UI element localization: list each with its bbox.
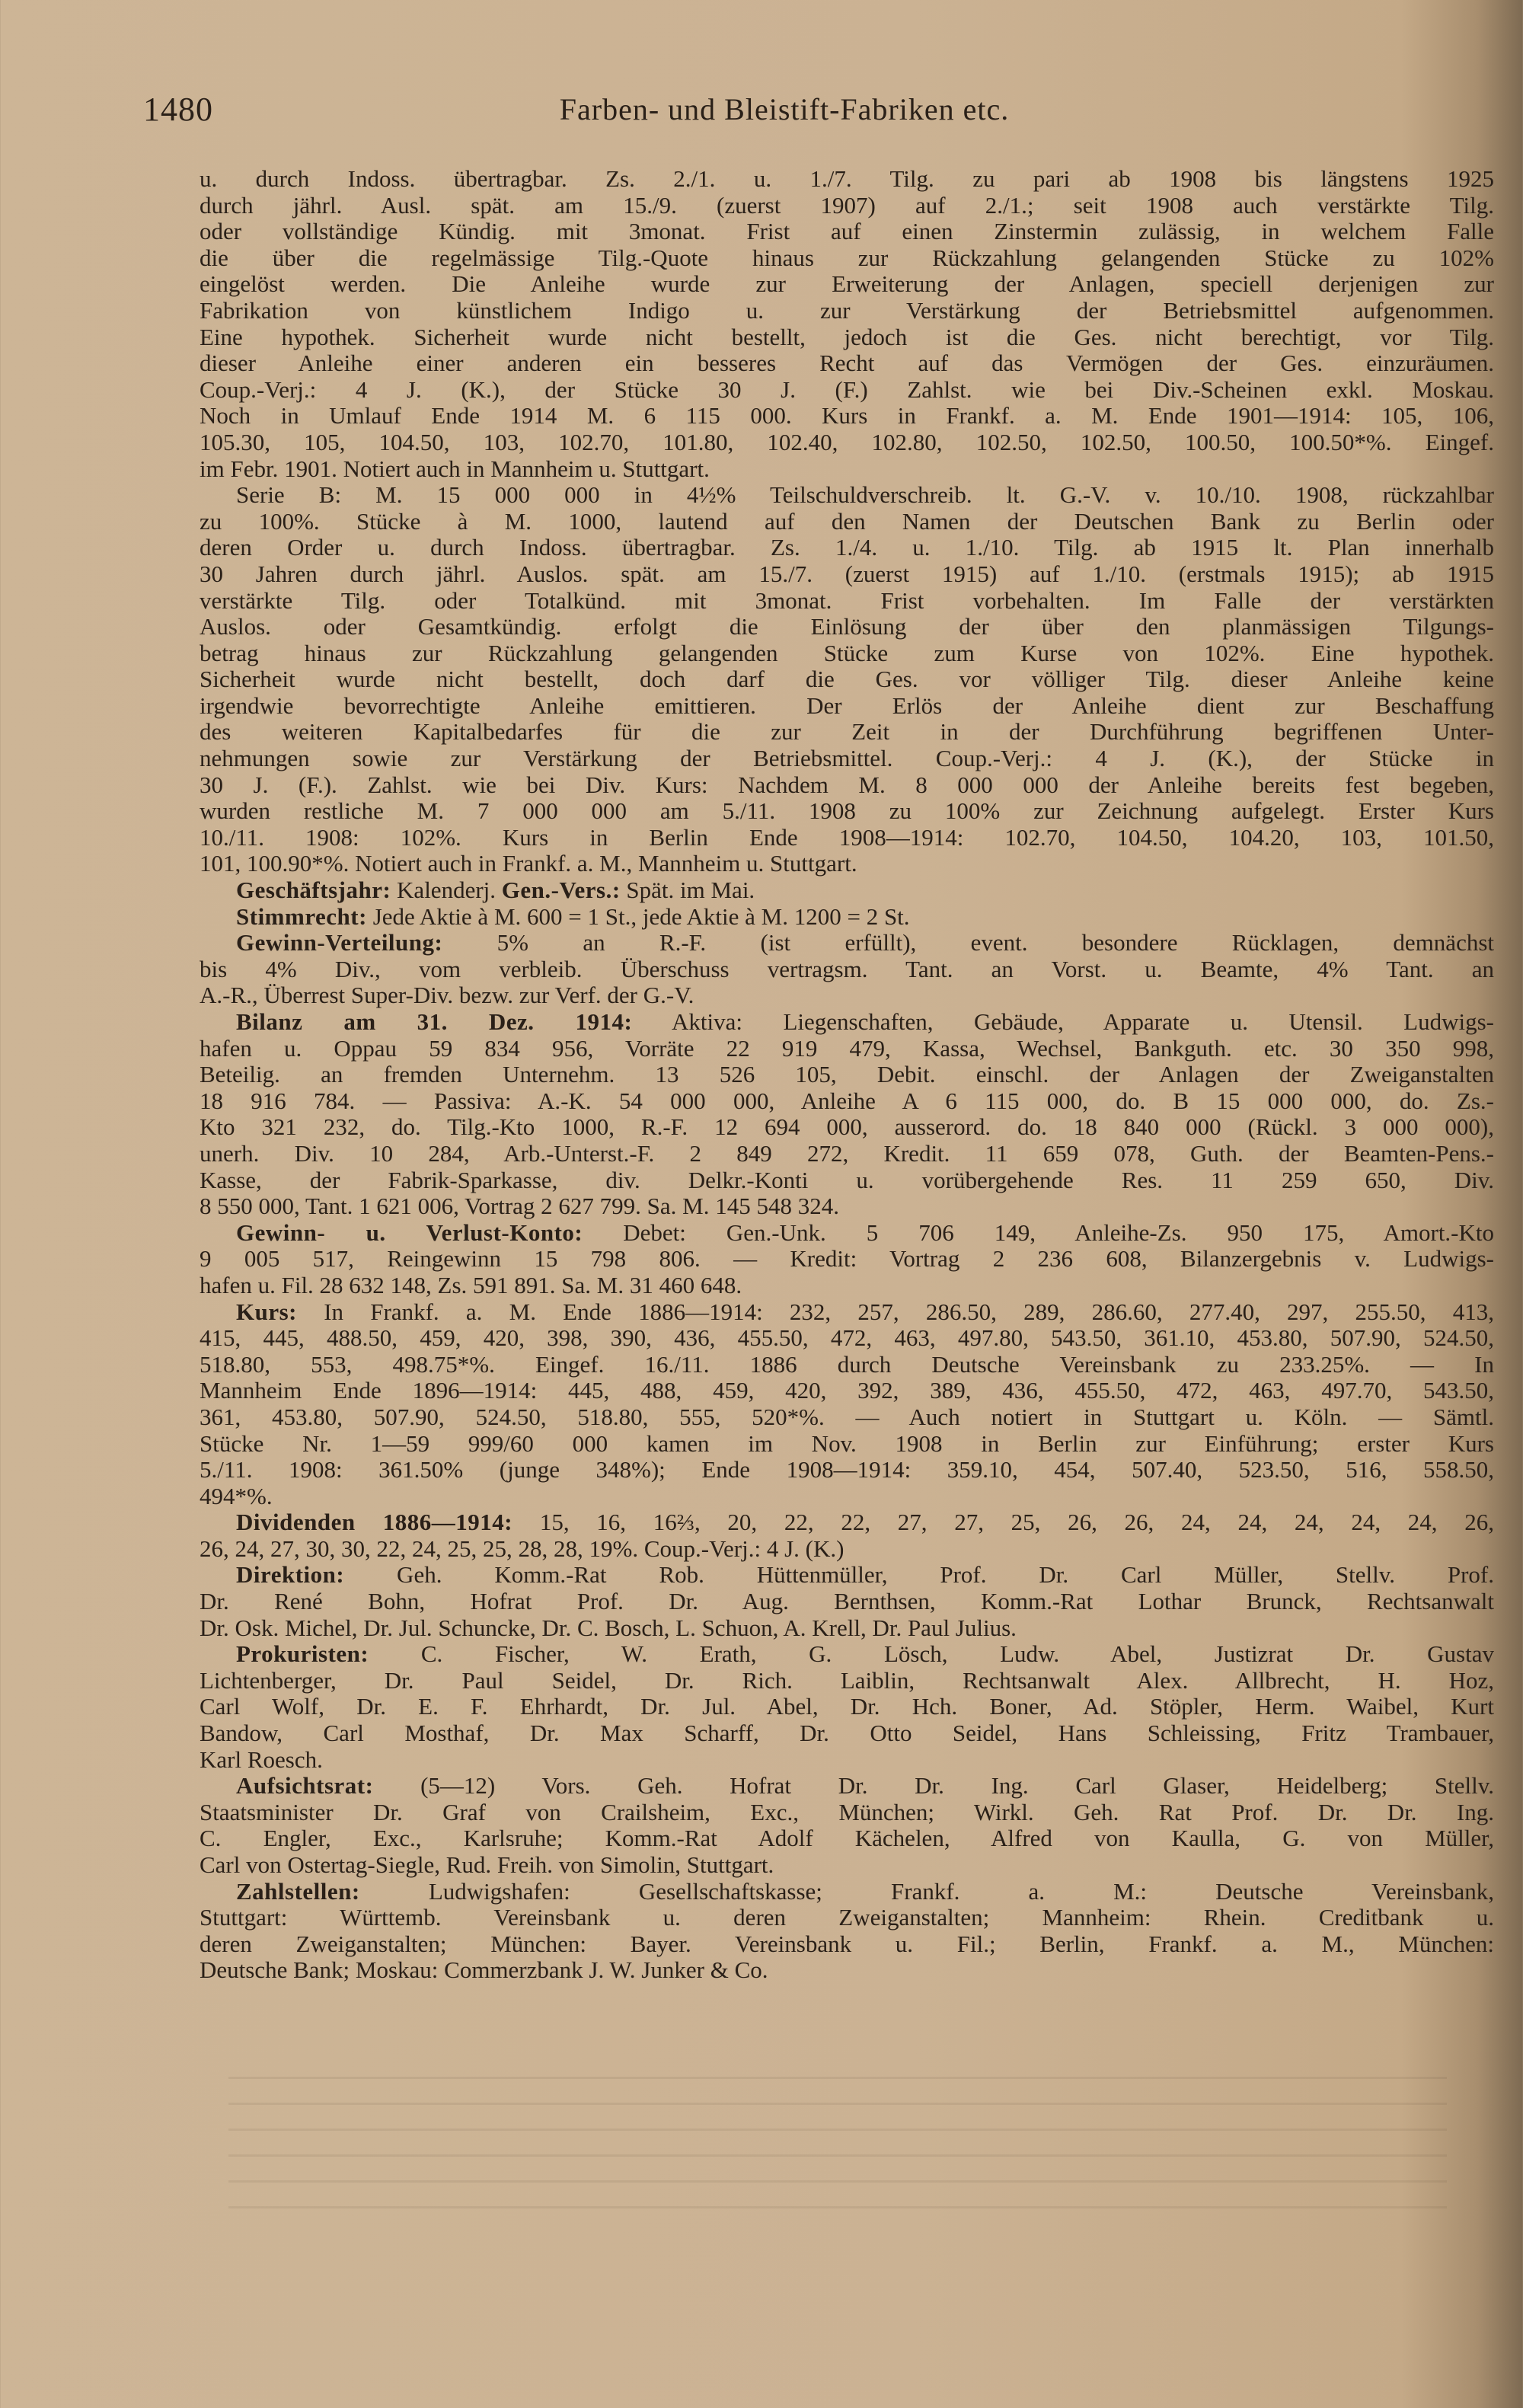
line-text: wurden restliche M. 7 000 000 am 5./11. 1908 zu 100% zur Zeichnung aufgelegt. Erster Kurs [200,797,1494,825]
line-text: C. Fischer, W. Erath, G. Lösch, Ludw. Abel, Justizrat Dr. Gustav [369,1640,1494,1668]
line-text: Deutsche Bank; Moskau: Commerzbank J. W. Junker & Co. [200,1956,768,1984]
text-line [200,719,1494,746]
text-line [200,1800,1494,1826]
text-line [200,1641,1494,1668]
line-text: nehmungen sowie zur Verstärkung der Betriebsmittel. Coup.-Verj.: 4 J. (K.), der Stücke in [200,745,1494,772]
line-text: Bandow, Carl Mosthaf, Dr. Max Scharff, Dr. Otto Seidel, Hans Schleissing, Fritz Trambauer, [200,1720,1494,1747]
section-heading: Gewinn- u. Verlust-Konto: [236,1218,583,1246]
line-text: Sicherheit wurde nicht bestellt, doch darf die Ges. vor völliger Tilg. dieser Anleihe keine [200,666,1494,693]
text-line [200,1694,1494,1720]
text-line [200,535,1494,561]
text-line [200,930,1494,956]
text-line [200,1352,1494,1378]
text-line [200,1905,1494,1931]
line-text: hafen u. Oppau 59 834 956, Vorräte 22 919 479, Kassa, Wechsel, Bankguth. etc. 30 350 998, [200,1034,1494,1062]
section-heading: Prokuristen: [236,1640,369,1668]
text-line [200,1615,1494,1642]
line-text: betrag hinaus zur Rückzahlung gelangenden Stücke zum Kurse von 102%. Eine hypothek. [200,639,1494,666]
line-text: (5—12) Vors. Geh. Hofrat Dr. Dr. Ing. Carl Glaser, Heidelberg; Stellv. [373,1772,1494,1800]
section-heading: Zahlstellen: [236,1877,360,1905]
text-line [200,1536,1494,1563]
line-text: Staatsminister Dr. Graf von Crailsheim, Exc., München; Wirkl. Geh. Rat Prof. Dr. Dr. Ing. [200,1798,1494,1825]
text-line [200,1325,1494,1352]
text-line [200,798,1494,825]
line-text: 26, 24, 27, 30, 30, 22, 24, 25, 25, 28, 28, 19%. Coup.-Verj.: 4 J. (K.) [200,1535,845,1562]
line-text: zu 100%. Stücke à M. 1000, lautend auf den Namen der Deutschen Bank zu Berlin oder [200,507,1494,535]
line-text: 361, 453.80, 507.90, 524.50, 518.80, 555, 520*%. — Auch notiert in Stuttgart u. Köln. — Sämtl. [200,1403,1494,1430]
line-text: 15, 16, 16⅔, 20, 22, 22, 27, 27, 25, 26, 26, 24, 24, 24, 24, 24, 26, [512,1509,1495,1536]
text-line [200,1114,1494,1141]
line-text: Debet: Gen.-Unk. 5 706 149, Anleihe-Zs. 950 175, Amort.-Kto [583,1218,1495,1246]
text-line [200,430,1494,456]
line-text: 9 005 517, Reingewinn 15 798 806. — Kredit: Vortrag 2 236 608, Bilanzergebnis v. Ludwigs- [200,1245,1494,1273]
line-text: 30 Jahren durch jährl. Auslos. spät. am 15./7. (zuerst 1915) auf 1./10. (erstmals 1915); ab 1915 [200,560,1494,587]
text-line [200,456,1494,483]
line-text: C. Engler, Exc., Karlsruhe; Komm.-Rat Adolf Kächelen, Alfred von Kaulla, G. von Müller, [200,1825,1494,1852]
line-text: 30 J. (F.). Zahlst. wie bei Div. Kurs: Nachdem M. 8 000 000 der Anleihe bereits fest begeben, [200,771,1494,798]
page-number: 1480 [143,91,213,128]
text-line [200,1747,1494,1774]
line-text: 518.80, 553, 498.75*%. Eingef. 16./11. 1886 durch Deutsche Vereinsbank zu 233.25%. — In [200,1350,1494,1378]
text-line [200,904,1494,931]
text-line [200,509,1494,535]
text-line [200,1668,1494,1694]
line-text: 101, 100.90*%. Notiert auch in Frankf. a. M., Mannheim u. Stuttgart. [200,850,857,877]
line-text: Kalenderj. [391,877,502,904]
text-line [200,219,1494,245]
text-line [200,1483,1494,1510]
line-text: Stuttgart: Württemb. Vereinsbank u. deren Zweiganstalten; Mannheim: Rhein. Creditbank u. [200,1904,1494,1931]
text-line [200,693,1494,720]
text-line [200,1167,1494,1194]
line-text: Carl Wolf, Dr. E. F. Ehrhardt, Dr. Jul. Abel, Dr. Hch. Boner, Ad. Stöpler, Herm. Waibel, Kurt [200,1693,1494,1720]
text-line [200,1378,1494,1404]
text-line [200,166,1494,193]
line-text: Spät. im Mai. [620,877,755,904]
text-line [200,1431,1494,1458]
text-line [200,1931,1494,1958]
line-text: Auslos. oder Gesamtkündig. erfolgt die Einlösung der über den planmässigen Tilgungs- [200,613,1494,640]
line-text: Coup.-Verj.: 4 J. (K.), der Stücke 30 J. (F.) Zahlst. wie bei Div.-Scheinen exkl. Moskau. [200,375,1494,403]
text-line [200,1220,1494,1247]
line-text: dieser Anleihe einer anderen ein besseres Recht auf das Vermögen der Ges. einzuräumen. [200,350,1494,377]
text-line [200,1562,1494,1589]
line-text: im Febr. 1901. Notiert auch in Mannheim u. Stuttgart. [200,455,710,482]
text-line [200,1825,1494,1852]
section-heading: Bilanz am 31. Dez. 1914: [236,1008,633,1035]
line-text: Jede Aktie à M. 600 = 1 St., jede Aktie à M. 1200 = 2 St. [366,902,910,930]
line-text: eingelöst werden. Die Anleihe wurde zur Erweiterung der Anlagen, speciell derjenigen zur [200,270,1494,298]
line-text: Kto 321 232, do. Tilg.-Kto 1000, R.-F. 12 694 000, ausserord. do. 18 840 000 (Rückl. 3 000 000), [200,1113,1494,1141]
text-line [200,1141,1494,1167]
line-text: deren Order u. durch Indoss. übertragbar. Zs. 1./4. u. 1./10. Tilg. ab 1915 lt. Plan innerhalb [200,534,1494,561]
text-line [200,1193,1494,1220]
line-text: 494*%. [200,1482,273,1509]
text-line [200,561,1494,588]
text-line [200,1773,1494,1800]
line-text: durch jährl. Ausl. spät. am 15./9. (zuerst 1907) auf 2./1.; seit 1908 auch verstärkte Tilg. [200,191,1494,219]
text-line [200,193,1494,219]
line-text: Kasse, der Fabrik-Sparkasse, div. Delkr.-Konti u. vorübergehende Res. 11 259 650, Div. [200,1166,1494,1193]
line-text: 10./11. 1908: 102%. Kurs in Berlin Ende 1908—1914: 102.70, 104.50, 104.20, 103, 101.50, [200,823,1494,851]
section-heading: Geschäftsjahr: [236,877,391,904]
text-line [200,851,1494,877]
text-line [200,1088,1494,1115]
text-line [200,1299,1494,1326]
text-line [200,1879,1494,1905]
text-line [200,588,1494,615]
line-text: oder vollständige Kündig. mit 3monat. Frist auf einen Zinstermin zulässig, in welchem Falle [200,218,1494,245]
line-text: die über die regelmässige Tilg.-Quote hinaus zur Rückzahlung gelangenden Stücke zu 102% [200,244,1494,271]
text-line [200,1720,1494,1747]
line-text: bis 4% Div., vom verbleib. Überschuss vertragsm. Tant. an Vorst. u. Beamte, 4% Tant. an [200,955,1494,982]
line-text: 5./11. 1908: 361.50% (junge 348%); Ende 1908—1914: 359.10, 454, 507.40, 523.50, 516, 558.50, [200,1456,1494,1483]
text-line [200,746,1494,772]
line-text: hafen u. Fil. 28 632 148, Zs. 591 891. Sa. M. 31 460 648. [200,1271,742,1298]
line-text: Aktiva: Liegenschaften, Gebäude, Apparate u. Utensil. Ludwigs- [632,1008,1494,1035]
section-heading: Gewinn-Verteilung: [236,929,443,956]
line-text: 8 550 000, Tant. 1 621 006, Vortrag 2 627 799. Sa. M. 145 548 324. [200,1193,839,1220]
line-text: Noch in Umlauf Ende 1914 M. 6 115 000. Kurs in Frankf. a. M. Ende 1901—1914: 105, 106, [200,402,1494,430]
line-text: verstärkte Tilg. oder Totalkünd. mit 3monat. Frist vorbehalten. Im Falle der verstärkten [200,586,1494,614]
line-text: Ludwigshafen: Gesellschaftskasse; Frankf. a. M.: Deutsche Vereinsbank, [359,1877,1494,1905]
text-line [200,956,1494,983]
text-line [200,403,1494,430]
line-text: A.-R., Überrest Super-Div. bezw. zur Verf. der G.-V. [200,982,694,1009]
bleed-through-shadow [228,2056,1447,2208]
line-text: 18 916 784. — Passiva: A.-K. 54 000 000, Anleihe A 6 115 000, do. B 15 000 000, do. Zs.- [200,1087,1494,1114]
text-line [200,1852,1494,1879]
text-line [200,1009,1494,1036]
line-text: Dr. René Bohn, Hofrat Prof. Dr. Aug. Bernthsen, Komm.-Rat Lothar Brunck, Rechtsanwalt [200,1588,1494,1615]
body-text [200,166,1494,1984]
text-line [200,271,1494,298]
text-line [200,1509,1494,1536]
text-line [200,1036,1494,1062]
section-heading: Kurs: [236,1298,297,1325]
text-line [200,245,1494,272]
running-title: Farben- und Bleistift-Fabriken etc. [559,92,1010,126]
line-text: Eine hypothek. Sicherheit wurde nicht bestellt, jedoch ist die Ges. nicht berechtigt, vor Tilg. [200,323,1494,350]
text-line [200,825,1494,851]
line-text: Stücke Nr. 1—59 999/60 000 kamen im Nov. 1908 in Berlin zur Einführung; erster Kurs [200,1429,1494,1457]
section-heading: Stimmrecht: [236,902,367,930]
text-line [200,298,1494,324]
text-line [200,666,1494,693]
text-line [200,640,1494,667]
text-line [200,877,1494,904]
text-line [200,772,1494,799]
section-heading: Dividenden 1886—1914: [236,1509,513,1536]
line-text: Fabrikation von künstlichem Indigo u. zur Verstärkung der Betriebsmittel aufgenommen. [200,296,1494,324]
section-heading: Gen.-Vers.: [501,877,621,904]
text-line [200,377,1494,404]
line-text: 5% an R.-F. (ist erfüllt), event. besondere Rücklagen, demnächst [442,929,1494,956]
text-line [200,1957,1494,1984]
section-heading: Aufsichtsrat: [236,1772,374,1800]
text-line [200,1062,1494,1088]
text-line [200,324,1494,351]
line-text: 105.30, 105, 104.50, 103, 102.70, 101.80, 102.40, 102.80, 102.50, 102.50, 100.50, 100.50*%. Eingef. [200,428,1494,455]
line-text: 415, 445, 488.50, 459, 420, 398, 390, 436, 455.50, 472, 463, 497.80, 543.50, 361.10, 453.80, 507.90, 524.50, [200,1324,1494,1352]
line-text: Serie B: M. 15 000 000 in 4½% Teilschuldverschreib. lt. G.-V. v. 10./10. 1908, rückzahlbar [236,481,1494,509]
text-line [200,1246,1494,1273]
line-text: Lichtenberger, Dr. Paul Seidel, Dr. Rich. Laiblin, Rechtsanwalt Alex. Allbrecht, H. Hoz, [200,1666,1494,1694]
text-line [200,1273,1494,1299]
text-line [200,350,1494,377]
line-text: irgendwie bevorrechtigte Anleihe emittieren. Der Erlös der Anleihe dient zur Beschaffung [200,691,1494,719]
line-text: u. durch Indoss. übertragbar. Zs. 2./1. u. 1./7. Tilg. zu pari ab 1908 bis längstens 1925 [200,165,1494,192]
text-line [200,614,1494,640]
line-text: In Frankf. a. M. Ende 1886—1914: 232, 257, 286.50, 289, 286.60, 277.40, 297, 255.50, 413, [297,1298,1494,1325]
text-line [200,482,1494,509]
line-text: des weiteren Kapitalbedarfes für die zur Zeit in der Durchführung begriffenen Unter- [200,718,1494,746]
line-text: Dr. Osk. Michel, Dr. Jul. Schuncke, Dr. C. Bosch, L. Schuon, A. Krell, Dr. Paul Julius. [200,1614,1017,1641]
text-line [200,982,1494,1009]
line-text: Karl Roesch. [200,1745,323,1773]
line-text: Mannheim Ende 1896—1914: 445, 488, 459, 420, 392, 389, 436, 455.50, 472, 463, 497.70, 543.50, [200,1377,1494,1404]
text-line [200,1457,1494,1483]
line-text: deren Zweiganstalten; München: Bayer. Vereinsbank u. Fil.; Berlin, Frankf. a. M., München: [200,1930,1494,1957]
line-text: Geh. Komm.-Rat Rob. Hüttenmüller, Prof. Dr. Carl Müller, Stellv. Prof. [344,1561,1494,1589]
text-line [200,1589,1494,1615]
text-line [200,1404,1494,1431]
line-text: unerh. Div. 10 284, Arb.-Unterst.-F. 2 849 272, Kredit. 11 659 078, Guth. der Beamten-Pens.- [200,1139,1494,1167]
line-text: Beteilig. an fremden Unternehm. 13 526 105, Debit. einschl. der Anlagen der Zweiganstalten [200,1061,1494,1088]
line-text: Carl von Ostertag-Siegle, Rud. Freih. von Simolin, Stuttgart. [200,1851,774,1878]
section-heading: Direktion: [236,1561,345,1589]
